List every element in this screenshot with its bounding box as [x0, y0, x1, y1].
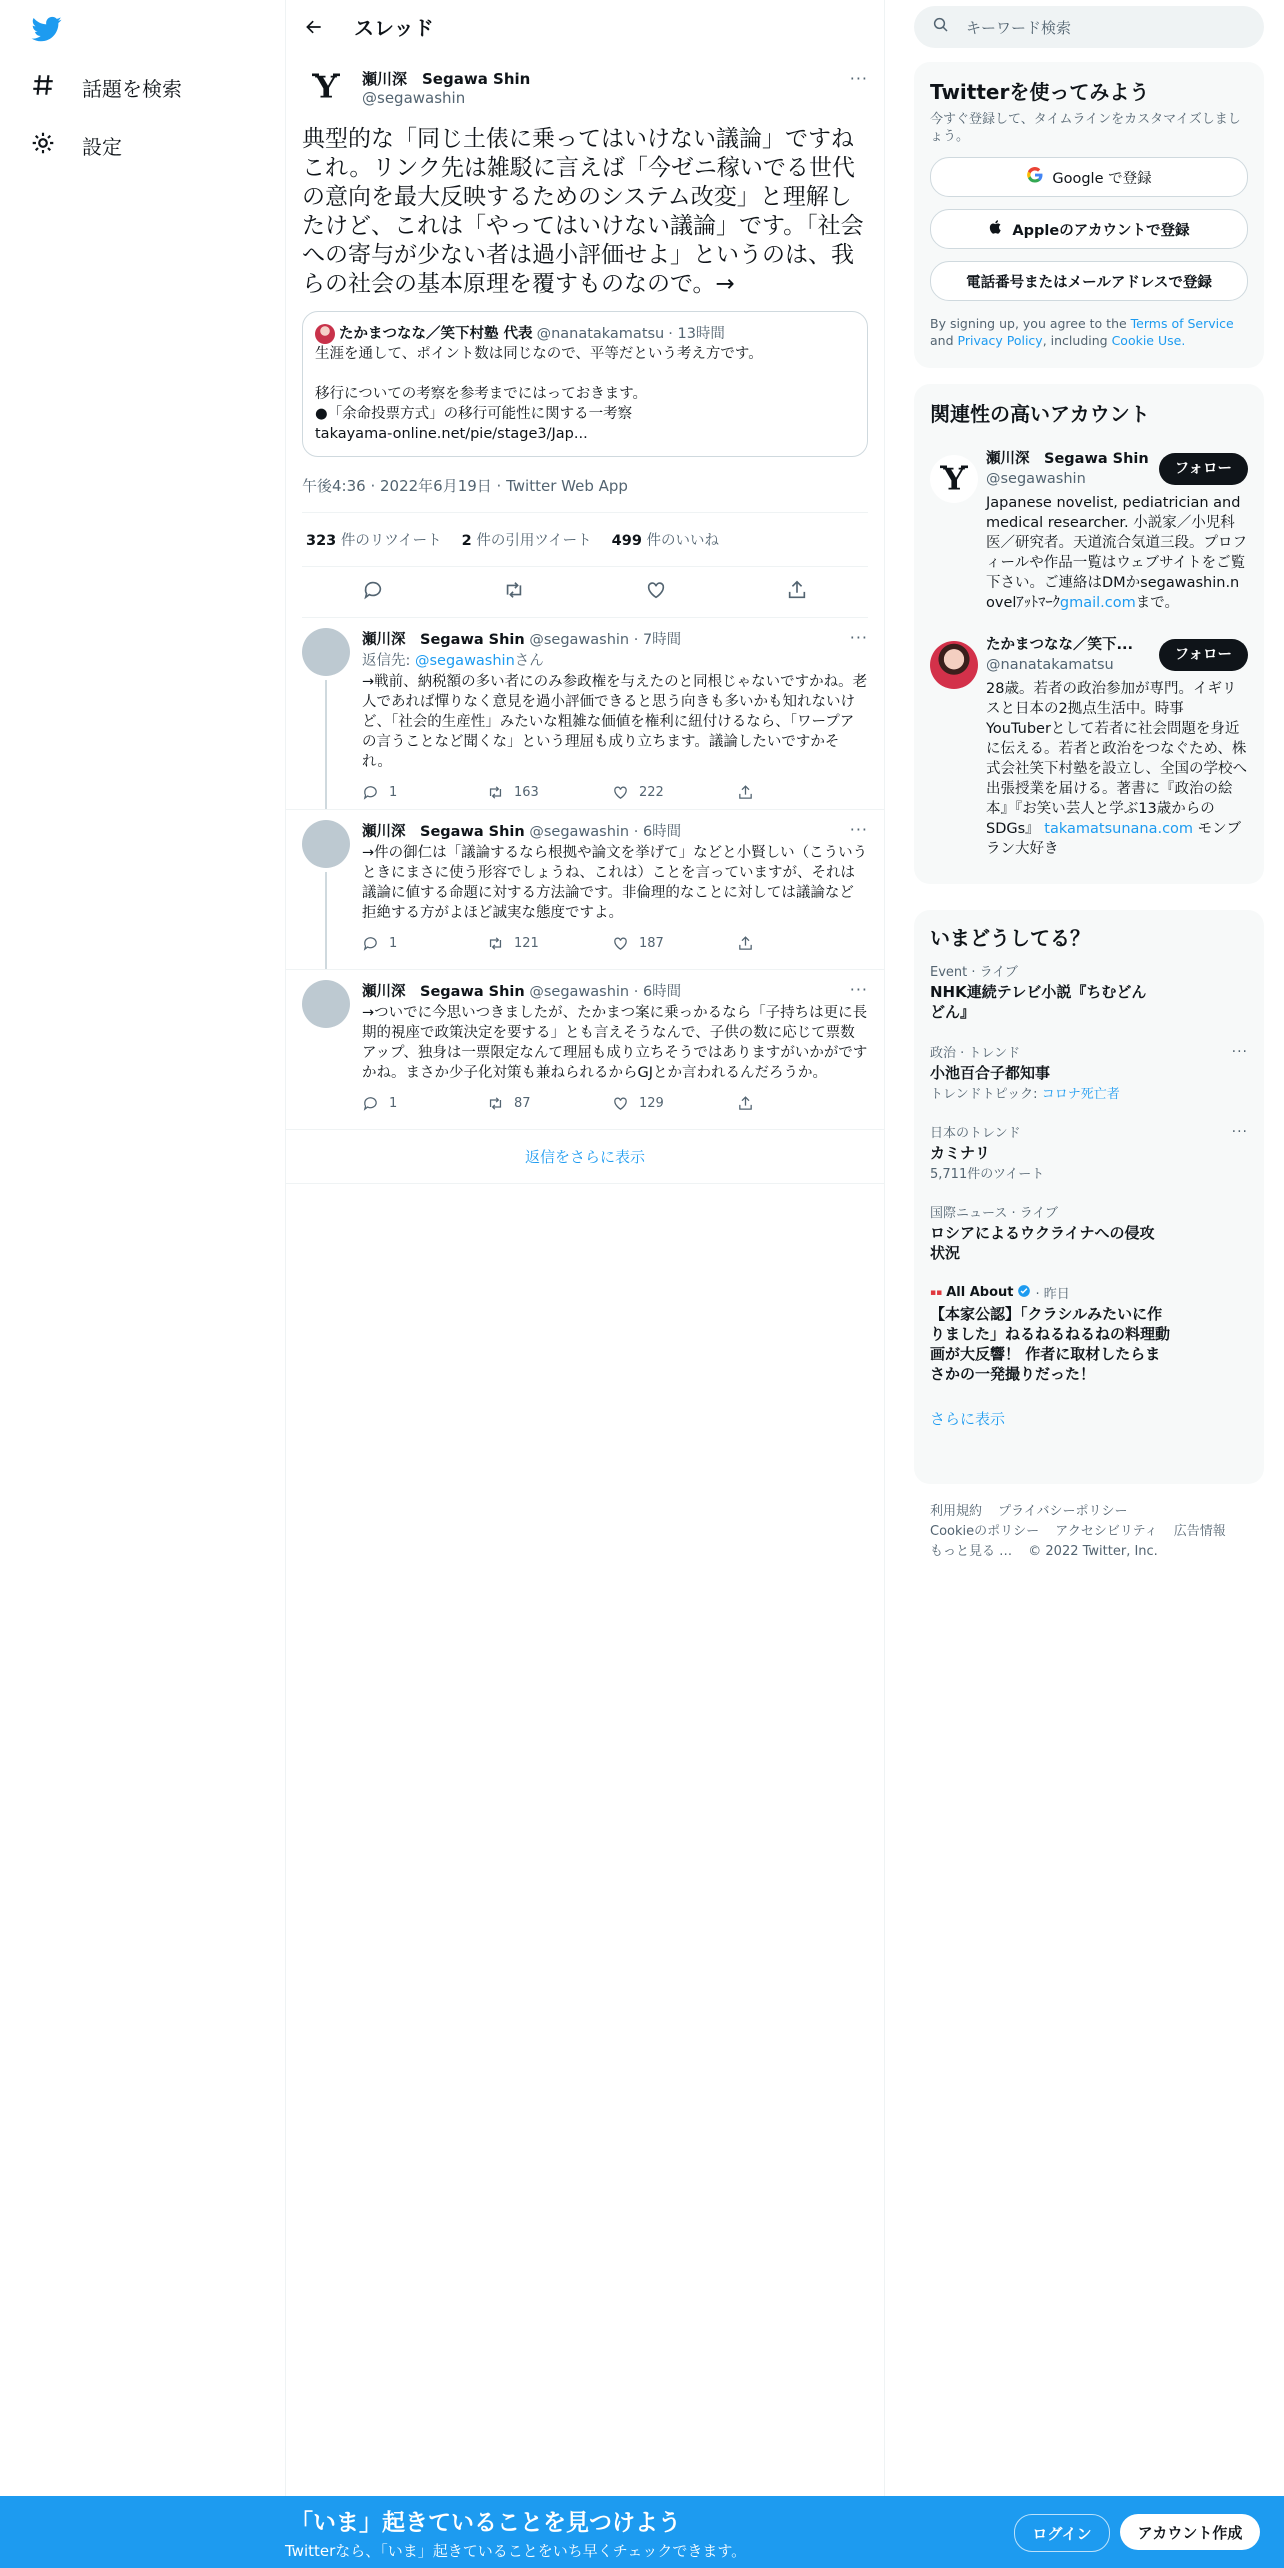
like-label: 件のいいね [646, 533, 720, 549]
like-stat[interactable] [612, 529, 719, 550]
reply-button[interactable] [362, 1095, 487, 1112]
trend-item[interactable] [914, 1032, 1264, 1112]
trend-source: All About [946, 1285, 1014, 1300]
reply-to [362, 649, 868, 670]
avatar[interactable] [302, 820, 350, 868]
quote-stat[interactable] [462, 529, 592, 550]
reply-count: 1 [389, 785, 398, 800]
reply-text: →戦前、納税額の多い者にのみ参政権を与えたのと同根じゃないですかね。老人であれば憚りなく意見を過小評価できると思う向きも多いかも知れないけど、「社会的生産性」みたいな粗雑な価値を権利に紐付けるなら、「ワープアの言うことなど聞くな」という理屈も成り立ちます。議論したいですかそれ。 [362, 674, 868, 770]
trend-time: · 昨日 [1035, 1287, 1070, 1302]
reply-handle[interactable]: @segawashin [529, 824, 630, 840]
search-placeholder: キーワード検索 [966, 18, 1072, 37]
author-name[interactable]: 瀬川深 Segawa Shin [362, 69, 531, 88]
quote-author-name: たかまつなな／笑下村塾 代表 [339, 326, 533, 342]
reply-author-name[interactable]: 瀬川深 Segawa Shin [362, 632, 525, 648]
quoted-tweet[interactable] [302, 311, 868, 457]
avatar[interactable] [302, 980, 350, 1028]
share-button[interactable] [737, 935, 862, 952]
more-options-icon[interactable]: ··· [849, 820, 868, 839]
retweet-icon [487, 784, 504, 801]
retweet-button[interactable] [487, 1095, 612, 1112]
signup-button[interactable]: アカウント作成 [1120, 2514, 1260, 2550]
tweet-author [302, 63, 868, 111]
account-bio-text: ｱｯﾄﾏｰｸ [1016, 595, 1060, 611]
related-accounts-card [914, 384, 1264, 884]
reply-tweet[interactable] [286, 810, 884, 970]
retweet-icon [487, 1095, 504, 1112]
bottom-bar-subtitle: Twitterなら、「いま」起きていることをいち早くチェックできます。 [285, 2542, 747, 2560]
reply-time[interactable]: · 6時間 [633, 984, 682, 1000]
signup-title: Twitterを使ってみよう [930, 80, 1150, 104]
main-column [285, 0, 885, 2568]
twitter-logo-icon[interactable] [30, 14, 64, 44]
left-nav [0, 0, 284, 2568]
reply-icon [362, 784, 379, 801]
account-bio-text: 28歳。若者の政治参加が専門。イギリスと日本の2拠点生活中。時事YouTuberとして若者に社会問題を身近に伝える。若者と政治をつなぐため、株式会社笑下村塾を設立し、全国の学校へ出張授業を届ける。著書に『政治の絵本』『お笑い芸人と学ぶ13歳からのSDGs』 [986, 681, 1247, 837]
reply-tweet[interactable] [286, 618, 884, 810]
main-tweet [286, 53, 884, 618]
phone-email-signup-label: 電話番号またはメールアドレスで登録 [966, 274, 1212, 291]
hashtag-icon [30, 72, 56, 103]
verified-badge-icon [1017, 1284, 1031, 1302]
retweet-label: 件のリツイート [340, 533, 442, 549]
reply-text: →件の御仁は「議論するなら根拠や論文を挙げて」などと小賢しい（こういうときにまさに使う形容でしょうね、これは）ことを言っていますが、それは議論に値する命題に対する方法論です。非倫理的なことに対しては議論など拒絶する方がよほど誠実な態度ですよ。 [362, 845, 868, 921]
trends-title: いまどうしてる？ [930, 926, 1090, 950]
tweet-text: 典型的な「同じ土俵に乗ってはいけない議論」ですねこれ。リンク先は雑駁に言えば「今ゼニ稼いでる世代の意向を最大反映するためのシステム改変」と理解したけど、これは「やってはいけない議論」です。「社会への寄与が少ない者は過小評価せよ」というのは、我らの社会の基本原理を覆すものなので。→ [302, 126, 864, 297]
retweet-count: 87 [514, 1096, 531, 1111]
reply-icon [362, 935, 379, 952]
account-name[interactable]: 瀬川深 Segawa Shin [986, 451, 1149, 467]
reply-handle[interactable]: @segawashin [529, 984, 630, 1000]
legal-including: , including [1042, 333, 1108, 348]
follow-button[interactable]: フォロー [1159, 639, 1248, 671]
reply-author-name[interactable]: 瀬川深 Segawa Shin [362, 984, 525, 1000]
nav-settings-label: 設定 [82, 135, 122, 159]
trend-title: ロシアによるウクライナへの侵攻状況 [930, 1224, 1155, 1262]
legal-prefix: By signing up, you agree to the [930, 316, 1127, 331]
quote-avatar [315, 324, 335, 344]
trend-sub [930, 1083, 1248, 1102]
bottom-signup-bar [0, 2496, 1284, 2568]
svg-text:Y: Y [943, 462, 965, 498]
like-icon [612, 935, 629, 952]
tweet-actions [302, 567, 868, 618]
reply-text: →ついでに今思いつきましたが、たかまつ案に乗っかるなら「子持ちは更に長期的視座で政策決定を要する」とも言えそうなんで、子供の数に応じて票数アップ、独身は一票限定なんて理屈も成り立ちそうではありますがいかがですかね。まさか少子化対策も兼ねられるからGJとか言われるんだろうか。 [362, 1005, 868, 1081]
like-count: 187 [639, 936, 664, 951]
account-handle[interactable]: @segawashin [986, 471, 1086, 487]
thread-header [286, 0, 884, 53]
share-icon [737, 1095, 754, 1112]
nav-explore-label: 話題を検索 [82, 77, 182, 101]
account-bio-link[interactable]: takamatsunana.com [1044, 821, 1194, 837]
quote-count: 2 [461, 533, 472, 549]
allabout-logo-icon: ▪▪ [930, 1287, 943, 1298]
bottom-bar-title: 「いま」起きていることを見つけよう [290, 2510, 681, 2536]
share-button[interactable] [737, 784, 862, 801]
footer-more-link[interactable]: もっと見る … [930, 1544, 1013, 1559]
back-arrow-icon[interactable] [302, 15, 326, 39]
reply-tweet[interactable] [286, 970, 884, 1130]
tweet-stats [302, 513, 868, 567]
reply-actions [362, 935, 868, 952]
account-bio [986, 679, 1248, 859]
quote-link[interactable]: takayama-online.net/pie/stage3/Jap... [315, 426, 588, 442]
trend-context: 日本のトレンド [930, 1126, 1021, 1141]
trend-item[interactable] [914, 1192, 1264, 1273]
reply-header [362, 820, 868, 841]
quote-line: 生涯を通して、ポイント数は同じなので、平等だという考え方です。 [315, 346, 763, 362]
trend-context: 国際ニュース · ライブ [930, 1206, 1058, 1221]
login-button[interactable]: ログイン [1014, 2514, 1110, 2552]
like-button[interactable] [612, 1095, 737, 1112]
google-signup-button[interactable] [930, 157, 1248, 197]
reply-button[interactable] [362, 935, 487, 952]
share-button[interactable] [737, 1095, 862, 1112]
like-count: 129 [639, 1096, 664, 1111]
footer-ads-link[interactable]: 広告情報 [1173, 1524, 1226, 1539]
reply-to-prefix: 返信先: [362, 653, 411, 669]
quote-header [315, 324, 855, 344]
author-handle[interactable]: @segawashin [362, 88, 466, 107]
thread-line [325, 872, 327, 969]
account-item[interactable] [914, 627, 1264, 867]
retweet-count: 121 [514, 936, 539, 951]
like-icon [612, 784, 629, 801]
like-button[interactable] [612, 935, 737, 952]
trend-context: 政治 · トレンド [930, 1046, 1021, 1061]
quote-label: 件の引用ツイート [476, 533, 592, 549]
retweet-button[interactable] [487, 784, 612, 801]
gear-icon [30, 130, 56, 161]
phone-email-signup-button[interactable] [930, 261, 1248, 301]
avatar[interactable] [302, 63, 350, 111]
reply-button[interactable] [362, 784, 487, 801]
reply-icon[interactable] [362, 579, 384, 605]
reply-header [362, 980, 868, 1001]
more-options-icon[interactable]: ··· [849, 69, 868, 88]
more-options-icon[interactable]: ··· [1231, 1044, 1248, 1060]
more-options-icon[interactable]: ··· [849, 628, 868, 647]
account-bio-link[interactable]: gmail.com [1059, 595, 1136, 611]
like-count: 499 [611, 533, 642, 549]
footer-copyright: © 2022 Twitter, Inc. [1028, 1544, 1158, 1559]
like-icon [612, 1095, 629, 1112]
reply-list [286, 618, 884, 1184]
retweet-icon [487, 935, 504, 952]
apple-signup-label: Appleのアカウントで登録 [1012, 222, 1190, 239]
trend-sub-prefix: トレンドトピック: [930, 1087, 1038, 1102]
account-bio-text: Japanese novelist, pediatrician and medical researcher. 小説家／小児科医／研究者。天道流合気道三段。プロフィールや作品一覧はウェブサイトをご覧下さい。ご連絡はDMかsegawashin.novel [986, 495, 1247, 611]
trend-topic-link[interactable]: コロナ死亡者 [1041, 1087, 1120, 1102]
legal-and: and [930, 333, 954, 348]
avatar[interactable] [302, 628, 350, 676]
signup-legal [930, 315, 1248, 349]
share-icon [737, 935, 754, 952]
quote-line: 移行についての考察を参考までにはっておきます。 [315, 386, 648, 402]
account-handle[interactable]: @nanatakamatsu [986, 657, 1114, 673]
account-bio-text: まで。 [1135, 595, 1179, 611]
thread-line [325, 680, 327, 809]
page-title: スレッド [354, 16, 434, 40]
trend-title: NHK連続テレビ小説『ちむどんどん』 [930, 983, 1147, 1021]
quote-handle: @nanatakamatsu [536, 326, 665, 342]
trends-card [914, 910, 1264, 1484]
search-icon [932, 16, 950, 38]
reply-to-handle[interactable]: @segawashin [415, 653, 515, 669]
trend-context [930, 1283, 1248, 1302]
retweet-count: 163 [514, 785, 539, 800]
quote-time: · 13時間 [668, 326, 725, 342]
svg-text:Y: Y [315, 70, 337, 106]
trend-title: 小池百合子都知事 [930, 1064, 1051, 1082]
apple-signup-button[interactable] [930, 209, 1248, 249]
trends-show-more-link[interactable]: さらに表示 [930, 1410, 1006, 1428]
nav-explore[interactable] [30, 72, 182, 103]
trend-item[interactable] [914, 1273, 1264, 1394]
retweet-button[interactable] [487, 935, 612, 952]
like-icon[interactable] [645, 579, 667, 605]
trend-title: 【本家公認】「クラシルみたいに作りました」ねるねるねるねの料理動画が大反響！ 作者に取材したらまさかの一発撮りだった！ [930, 1305, 1171, 1383]
share-icon[interactable] [786, 579, 808, 605]
retweet-stat[interactable] [306, 529, 442, 550]
reply-time[interactable]: · 7時間 [633, 632, 682, 648]
like-count: 222 [639, 785, 664, 800]
account-item[interactable] [914, 441, 1264, 621]
reply-handle[interactable]: @segawashin [529, 632, 630, 648]
reply-time[interactable]: · 6時間 [633, 824, 682, 840]
reply-actions [362, 784, 868, 801]
more-options-icon[interactable]: ··· [849, 980, 868, 999]
terms-link[interactable]: Terms of Service [1130, 316, 1234, 331]
apple-icon [988, 219, 1004, 239]
trend-item[interactable] [914, 951, 1264, 1032]
share-icon [737, 784, 754, 801]
footer-terms-link[interactable]: 利用規約 [930, 1504, 983, 1519]
trend-title: カミナリ [930, 1144, 991, 1162]
account-name[interactable]: たかまつなな／笑下... [986, 637, 1134, 653]
trend-context: Event · ライブ [930, 965, 1018, 980]
more-options-icon[interactable]: ··· [1231, 1124, 1248, 1140]
reply-to-suffix: さん [514, 653, 544, 669]
account-bio [986, 493, 1248, 613]
reply-icon [362, 1095, 379, 1112]
privacy-link[interactable]: Privacy Policy [957, 333, 1043, 348]
reply-author-name[interactable]: 瀬川深 Segawa Shin [362, 824, 525, 840]
google-icon [1026, 166, 1044, 188]
signup-subtitle: 今すぐ登録して、タイムラインをカスタマイズしましょう。 [930, 112, 1241, 144]
quote-line: ●「余命投票方式」の移行可能性に関する一考察 [315, 406, 633, 422]
signup-card [914, 62, 1264, 368]
reply-header [362, 628, 868, 649]
search-input[interactable] [914, 6, 1264, 48]
reply-actions [362, 1095, 868, 1112]
google-signup-label: Google で登録 [1052, 170, 1152, 187]
cookie-link[interactable]: Cookie Use. [1111, 333, 1186, 348]
follow-button[interactable]: フォロー [1159, 453, 1248, 485]
trend-item[interactable] [914, 1112, 1264, 1192]
account-bio-text: モンブラン大好き [986, 821, 1242, 857]
tweet-timestamp[interactable]: 午後4:36 · 2022年6月19日 · Twitter Web App [302, 475, 868, 513]
footer-cookie-link[interactable]: Cookieのポリシー [930, 1524, 1040, 1539]
footer-accessibility-link[interactable]: アクセシビリティ [1055, 1524, 1158, 1539]
reply-count: 1 [389, 936, 398, 951]
related-title: 関連性の高いアカウント [930, 402, 1150, 426]
show-more-replies-link[interactable]: 返信をさらに表示 [286, 1130, 884, 1184]
footer-privacy-link[interactable]: プライバシーポリシー [998, 1504, 1128, 1519]
avatar[interactable] [930, 455, 978, 503]
trend-sub: 5,711件のツイート [930, 1167, 1045, 1182]
retweet-count: 323 [306, 533, 337, 549]
footer-links [930, 1502, 1260, 1562]
reply-count: 1 [389, 1096, 398, 1111]
retweet-icon[interactable] [503, 579, 525, 605]
like-button[interactable] [612, 784, 737, 801]
avatar[interactable] [930, 641, 978, 689]
nav-settings[interactable] [30, 130, 122, 161]
